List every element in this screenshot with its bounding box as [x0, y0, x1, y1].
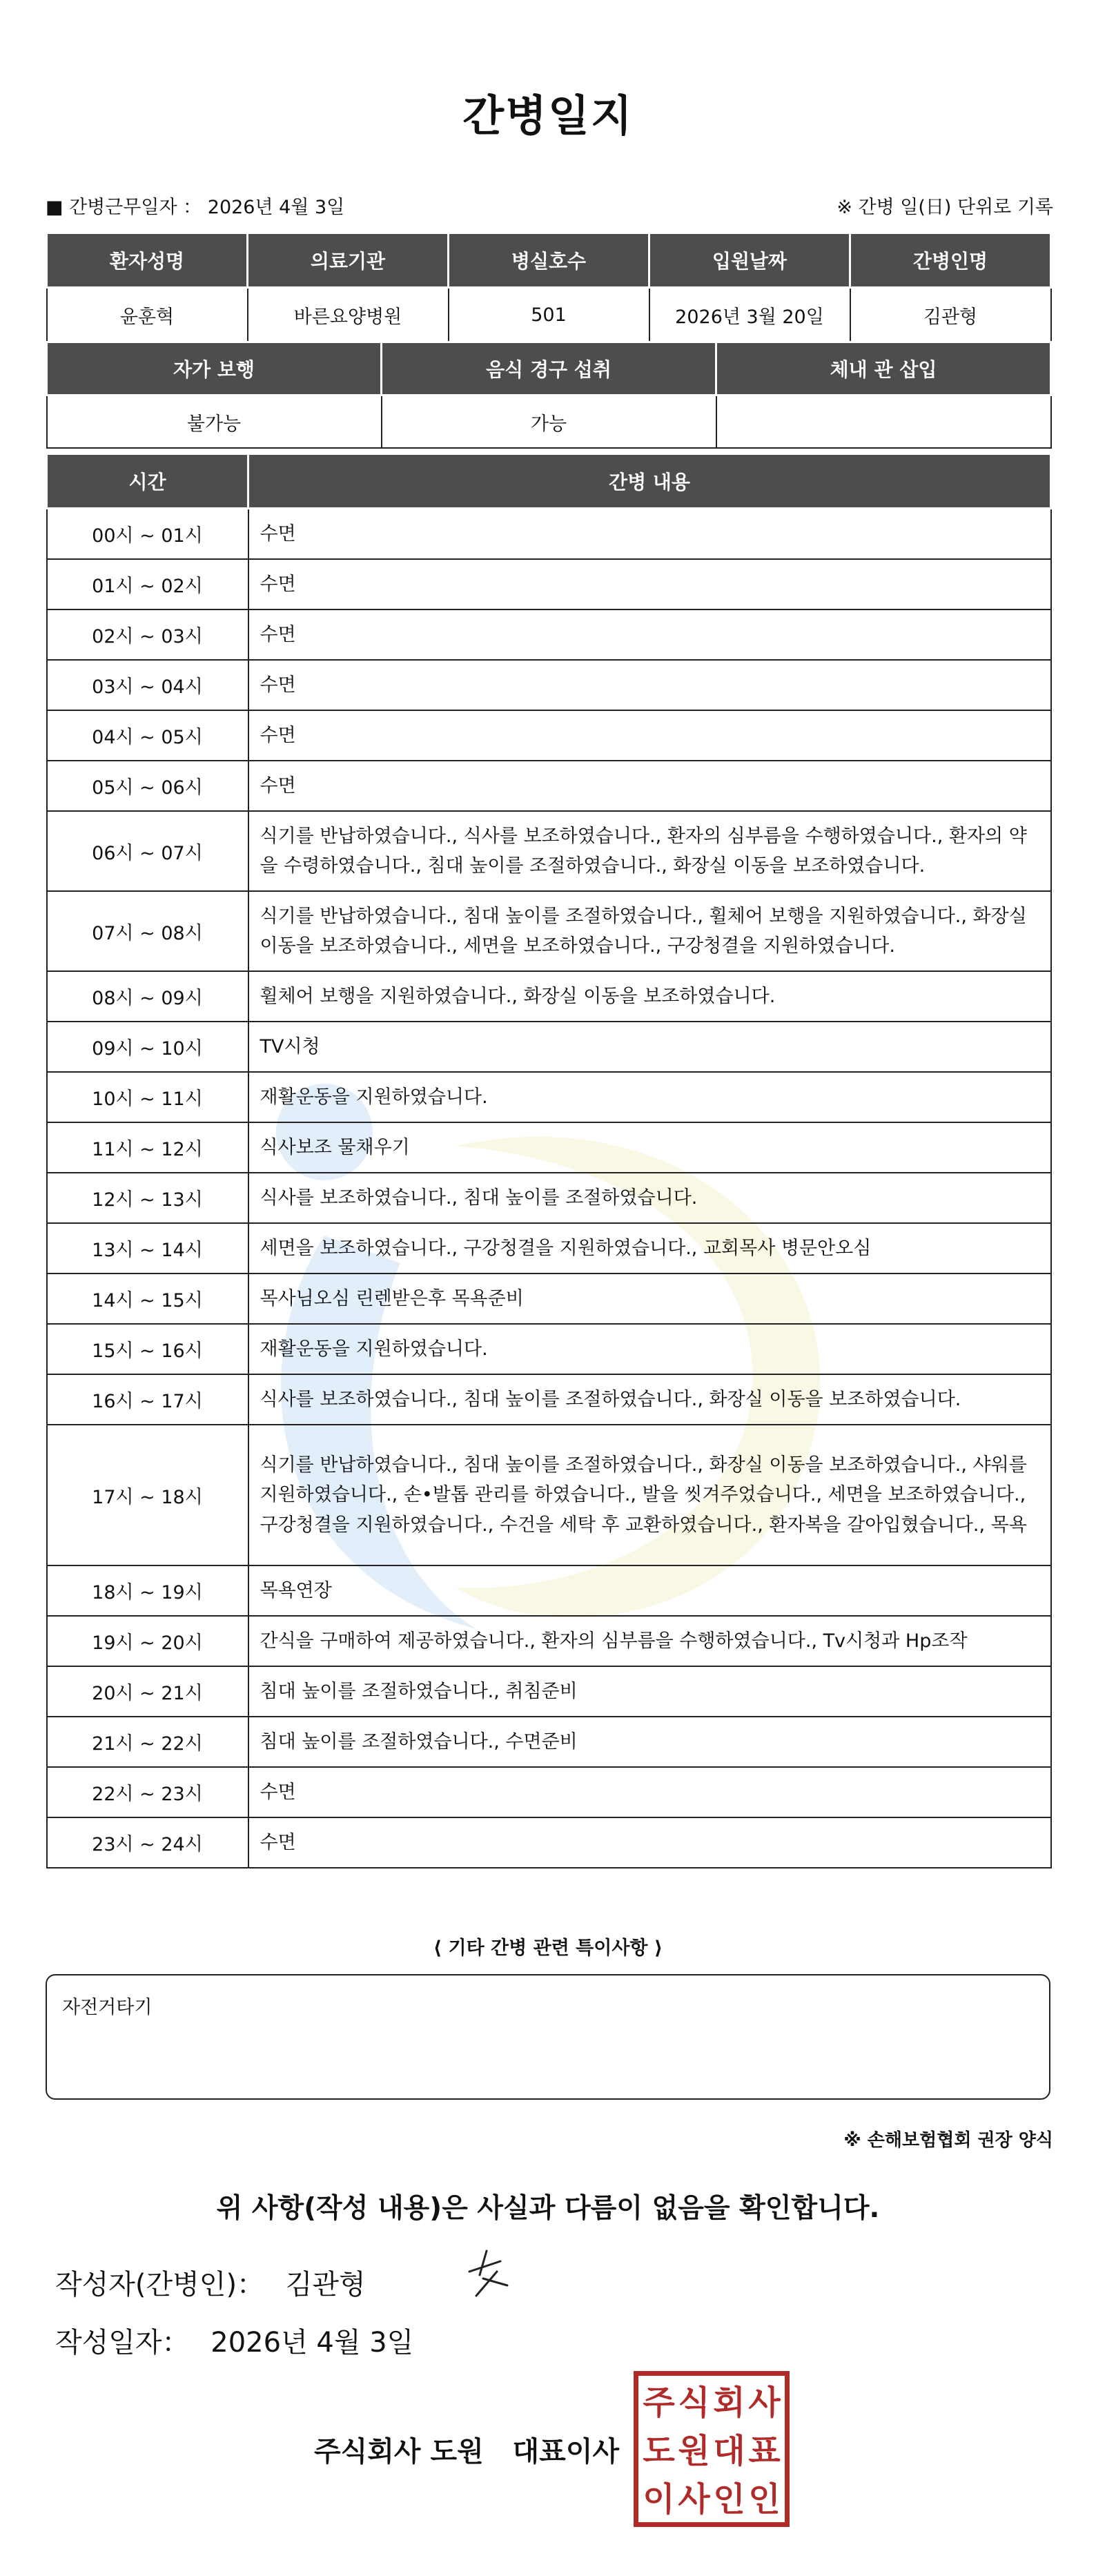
time-cell: 06시 ~ 07시: [47, 811, 248, 891]
time-cell: 11시 ~ 12시: [47, 1122, 248, 1173]
time-cell: 00시 ~ 01시: [47, 509, 248, 560]
table-row: [47, 1122, 1051, 1173]
content-cell: 식기를 반납하였습니다., 침대 높이를 조절하였습니다., 화장실 이동을 보조하였습니다., 샤워를 지원하였습니다., 손•발톱 관리를 하였습니다., 발을 씻겨주었습니다., 세면을 보조하였습니다., 구강청결을 지원하였습니다., 수건을 세탁 후 교환하였습니다., 환자복을 갈아입혔습니다., 목욕: [248, 1425, 1051, 1565]
content-cell: 수면: [248, 710, 1051, 761]
writer-name: 김관형: [285, 2269, 366, 2301]
seal-char: 주: [643, 2383, 675, 2422]
table-row: [47, 660, 1051, 710]
time-cell: 15시 ~ 16시: [47, 1324, 248, 1374]
record-note: ※ 간병 일(日) 단위로 기록: [836, 197, 1053, 218]
admission-date: 2026년 3월 20일: [649, 288, 850, 342]
table-row: [47, 1425, 1051, 1565]
time-cell: 10시 ~ 11시: [47, 1072, 248, 1122]
special-notes-box: 자전거타기: [46, 1974, 1050, 2100]
header-time: 시간: [47, 454, 248, 509]
seal-char: 사: [678, 2480, 710, 2519]
writer-label: 작성자(간병인)：: [55, 2269, 265, 2301]
time-cell: 14시 ~ 15시: [47, 1274, 248, 1324]
content-cell: 목욕연장: [248, 1565, 1051, 1616]
header-patient-name: 환자성명: [47, 233, 248, 288]
condition-header-row: [47, 342, 1051, 396]
table-row: [47, 1817, 1051, 1868]
writer-line: [55, 2263, 366, 2302]
header-caregiver-name: 간병인명: [850, 233, 1051, 288]
seal-char: 사: [748, 2383, 781, 2422]
seal-char: 인: [748, 2480, 781, 2519]
header-hospital: 의료기관: [248, 233, 449, 288]
content-cell: 식기를 반납하였습니다., 식사를 보조하였습니다., 환자의 심부름을 수행하였습니다., 환자의 약을 수령하였습니다., 침대 높이를 조절하였습니다., 화장실 이동을 보조하였습니다.: [248, 811, 1051, 891]
seal-char: 회: [713, 2383, 745, 2422]
table-row: [47, 1324, 1051, 1374]
content-cell: 식기를 반납하였습니다., 침대 높이를 조절하였습니다., 휠체어 보행을 지원하였습니다., 화장실 이동을 보조하였습니다., 세면을 보조하였습니다., 구강청결을 지원하였습니다.: [248, 891, 1051, 971]
time-cell: 17시 ~ 18시: [47, 1425, 248, 1565]
content-cell: 수면: [248, 509, 1051, 560]
time-cell: 08시 ~ 09시: [47, 971, 248, 1022]
seal-char: 원: [678, 2432, 710, 2470]
time-cell: 16시 ~ 17시: [47, 1374, 248, 1425]
header-self-walking: 자가 보행: [47, 342, 382, 396]
association-note: ※ 손해보험협회 권장 양식: [843, 2130, 1053, 2151]
hospital: 바른요양병원: [248, 288, 449, 342]
work-date: [46, 192, 344, 219]
table-row: [47, 1173, 1051, 1223]
time-cell: 18시 ~ 19시: [47, 1565, 248, 1616]
time-cell: 21시 ~ 22시: [47, 1717, 248, 1767]
time-cell: 20시 ~ 21시: [47, 1666, 248, 1717]
condition-value-row: [47, 396, 1051, 449]
table-row: [47, 1565, 1051, 1616]
seal-char: 이: [643, 2480, 675, 2519]
patient-info-header-row: [47, 233, 1051, 288]
company-representative: 주식회사 도원 대표이사: [314, 2436, 620, 2468]
content-cell: 수면: [248, 1767, 1051, 1817]
header-admission-date: 입원날짜: [649, 233, 850, 288]
content-cell: 침대 높이를 조절하였습니다., 수면준비: [248, 1717, 1051, 1767]
time-cell: 19시 ~ 20시: [47, 1616, 248, 1666]
table-row: [47, 891, 1051, 971]
content-cell: 휠체어 보행을 지원하였습니다., 화장실 이동을 보조하였습니다.: [248, 971, 1051, 1022]
content-cell: 식사를 보조하였습니다., 침대 높이를 조절하였습니다., 화장실 이동을 보조하였습니다.: [248, 1374, 1051, 1425]
work-date-label: ■ 간병근무일자 ：: [46, 197, 202, 218]
oral-intake-value: 가능: [382, 396, 716, 449]
time-cell: 09시 ~ 10시: [47, 1022, 248, 1072]
condition-table: [46, 341, 1052, 449]
caregiver-name: 김관형: [850, 288, 1051, 342]
content-cell: 세면을 보조하였습니다., 구강청결을 지원하였습니다., 교회목사 병문안오심: [248, 1223, 1051, 1274]
special-notes-title: ⟨ 기타 간병 관련 특이사항 ⟩: [433, 1938, 663, 1959]
table-row: [47, 1072, 1051, 1122]
table-row: [47, 1717, 1051, 1767]
content-cell: 식사를 보조하였습니다., 침대 높이를 조절하였습니다.: [248, 1173, 1051, 1223]
header-tube-insertion: 체내 관 삽입: [716, 342, 1051, 396]
header-oral-intake: 음식 경구 섭취: [382, 342, 716, 396]
content-cell: 침대 높이를 조절하였습니다., 취침준비: [248, 1666, 1051, 1717]
content-cell: 간식을 구매하여 제공하였습니다., 환자의 심부름을 수행하였습니다., Tv시청과 Hp조작: [248, 1616, 1051, 1666]
table-row: [47, 971, 1051, 1022]
table-row: [47, 1374, 1051, 1425]
content-cell: 재활운동을 지원하였습니다.: [248, 1072, 1051, 1122]
company-seal-icon: [634, 2371, 790, 2527]
content-cell: 수면: [248, 609, 1051, 660]
document-title: 간병일지: [462, 90, 634, 141]
content-cell: TV시청: [248, 1022, 1051, 1072]
patient-name: 윤훈혁: [47, 288, 248, 342]
header-room: 병실호수: [449, 233, 649, 288]
time-cell: 04시 ~ 05시: [47, 710, 248, 761]
time-cell: 01시 ~ 02시: [47, 559, 248, 609]
room-number: 501: [449, 288, 649, 342]
table-row: [47, 1022, 1051, 1072]
time-cell: 22시 ~ 23시: [47, 1767, 248, 1817]
content-cell: 재활운동을 지원하였습니다.: [248, 1324, 1051, 1374]
self-walking-value: 불가능: [47, 396, 382, 449]
table-row: [47, 1274, 1051, 1324]
seal-char: 대: [713, 2432, 745, 2470]
time-cell: 07시 ~ 08시: [47, 891, 248, 971]
table-row: [47, 609, 1051, 660]
content-cell: 수면: [248, 761, 1051, 811]
time-cell: 13시 ~ 14시: [47, 1223, 248, 1274]
time-cell: 12시 ~ 13시: [47, 1173, 248, 1223]
table-row: [47, 710, 1051, 761]
header-care-content: 간병 내용: [248, 454, 1051, 509]
tube-insertion-value: [716, 396, 1051, 449]
written-date-value: 2026년 4월 3일: [211, 2327, 414, 2359]
patient-info-table: [46, 232, 1052, 342]
table-row: [47, 1767, 1051, 1817]
content-cell: 목사님오심 린렌받은후 목욕준비: [248, 1274, 1051, 1324]
table-row: [47, 761, 1051, 811]
content-cell: 수면: [248, 660, 1051, 710]
table-row: [47, 811, 1051, 891]
table-row: [47, 1223, 1051, 1274]
signature-icon: [459, 2247, 521, 2303]
content-cell: 수면: [248, 559, 1051, 609]
seal-char: 도: [643, 2432, 675, 2470]
table-row: [47, 509, 1051, 560]
seal-char: 식: [678, 2383, 710, 2422]
time-cell: 05시 ~ 06시: [47, 761, 248, 811]
work-date-value: 2026년 4월 3일: [207, 197, 345, 218]
care-log-table: [46, 453, 1052, 1868]
written-date-line: [55, 2321, 413, 2360]
content-cell: 식사보조 물채우기: [248, 1122, 1051, 1173]
patient-info-value-row: [47, 288, 1051, 342]
table-row: [47, 1616, 1051, 1666]
seal-char: 인: [713, 2480, 745, 2519]
table-row: [47, 559, 1051, 609]
content-cell: 수면: [248, 1817, 1051, 1868]
confirmation-statement: 위 사항(작성 내용)은 사실과 다름이 없음을 확인합니다.: [216, 2193, 880, 2224]
written-date-label: 작성일자：: [55, 2327, 190, 2359]
table-row: [47, 1666, 1051, 1717]
time-cell: 23시 ~ 24시: [47, 1817, 248, 1868]
time-cell: 02시 ~ 03시: [47, 609, 248, 660]
seal-char: 표: [748, 2432, 781, 2470]
care-log-header-row: [47, 454, 1051, 509]
time-cell: 03시 ~ 04시: [47, 660, 248, 710]
